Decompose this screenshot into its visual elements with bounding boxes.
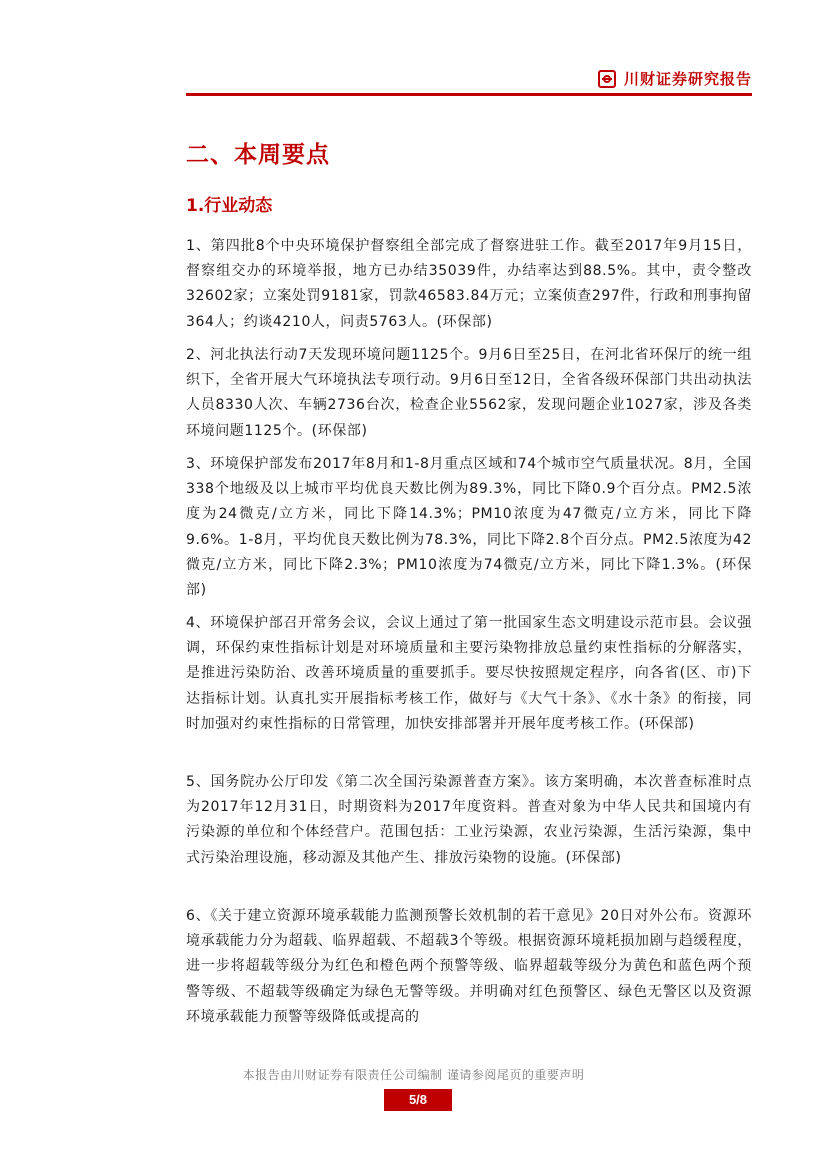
news-item-3: 3、环境保护部发布2017年8月和1-8月重点区域和74个城市空气质量状况。8月，全国338个地级及以上城市平均优良天数比例为89.3%，同比下降0.9个百分点。PM2.5浓度为24微克/立方米，同比下降14.3%；PM10浓度为47微克/立方米，同比下降9.6%。1-8月，平均优良天数比例为78.3%，同比下降2.8个百分点。PM2.5浓度为42微克/立方米，同比下降2.3%；PM10浓度为74微克/立方米，同比下降1.3%。(环保部) (186, 456, 752, 599)
news-item-1: 1、第四批8个中央环境保护督察组全部完成了督察进驻工作。截至2017年9月15日，督察组交办的环境举报，地方已办结35039件，办结率达到88.5%。其中，责令整改32602家；立案处罚9181家，罚款46583.84万元；立案侦查297件，行政和刑事拘留364人；约谈4210人，问责5763人。(环保部) (186, 238, 752, 330)
brand (598, 68, 752, 89)
report-body (186, 234, 752, 1056)
subsection-title: 1.行业动态 (186, 196, 273, 216)
news-item-6: 6、《关于建立资源环境承载能力监测预警长效机制的若干意见》20日对外公布。资源环境承载能力分为超载、临界超载、不超载3个等级。根据资源环境耗损加剧与趋缓程度，进一步将超载等级分为红色和橙色两个预警等级、临界超载等级分为黄色和蓝色两个预警等级、不超载等级确定为绿色无警等级。并明确对红色预警区、绿色无警区以及资源环境承载能力预警等级降低或提高的 (186, 908, 752, 1025)
news-item-2: 2、河北执法行动7天发现环境问题1125个。9月6日至25日，在河北省环保厅的统一组织下，全省开展大气环境执法专项行动。9月6日至12日，全省各级环保部门共出动执法人员8330人次、车辆2736台次，检查企业5562家，发现问题企业1027家，涉及各类环境问题1125个。(环保部) (186, 347, 752, 439)
disclaimer-note: 本报告由川财证券有限责任公司编制 谨请参阅尾页的重要声明 (242, 1068, 585, 1082)
page-header (186, 64, 752, 96)
page-number: 5/8 (384, 1089, 452, 1111)
section-title: 二、本周要点 (186, 142, 330, 168)
news-item-5: 5、国务院办公厅印发《第二次全国污染源普查方案》。该方案明确，本次普查标准时点为2017年12月31日，时期资料为2017年度资料。普查对象为中华人民共和国境内有污染源的单位和个体经营户。范围包括：工业污染源，农业污染源，生活污染源，集中式污染治理设施，移动源及其他产生、排放污染物的设施。(环保部) (186, 774, 752, 866)
chuancai-logo-icon (598, 70, 616, 88)
brand-name: 川财证券研究报告 (623, 70, 752, 88)
header-divider (186, 93, 752, 96)
news-item-4: 4、环境保护部召开常务会议，会议上通过了第一批国家生态文明建设示范市县。会议强调，环保约束性指标计划是对环境质量和主要污染物排放总量约束性指标的分解落实，是推进污染防治、改善环境质量的重要抓手。要尽快按照规定程序，向各省(区、市)下达指标计划。认真扎实开展指标考核工作，做好与《大气十条》、《水十条》的衔接，同时加强对约束性指标的日常管理，加快安排部署并开展年度考核工作。(环保部) (186, 615, 752, 732)
